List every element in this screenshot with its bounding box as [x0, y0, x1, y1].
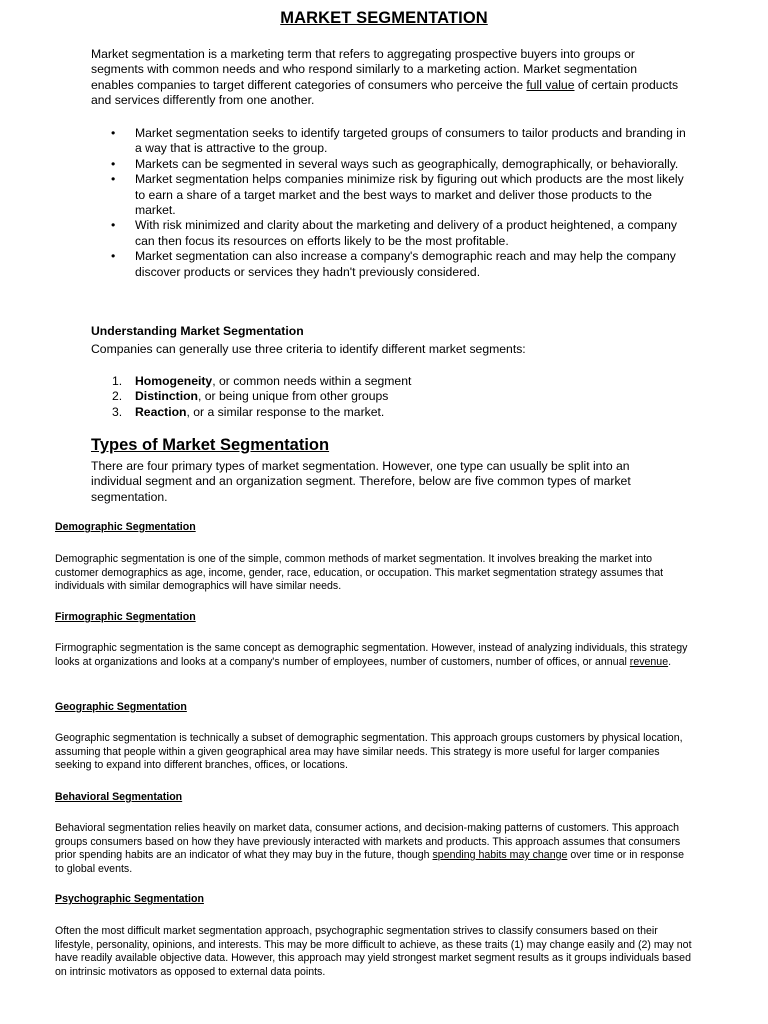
criteria-list: [91, 374, 591, 420]
bullet-icon: •: [111, 156, 116, 171]
list-item-text: Market segmentation can also increase a company's demographic reach and may help the company discover products or services they hadn't previously considered.: [135, 249, 676, 279]
list-item-text: Markets can be segmented in several ways such as geographically, demographically, or behaviorally.: [135, 156, 679, 171]
firmographic-text-end: .: [668, 655, 672, 668]
demographic-heading: Demographic Segmentation: [55, 521, 196, 533]
criteria-term: Homogeneity: [135, 374, 213, 388]
list-item: [91, 218, 691, 249]
criteria-term: Reaction: [135, 404, 187, 419]
page-title: MARKET SEGMENTATION: [280, 9, 488, 27]
list-number: 1.: [112, 374, 123, 388]
psychographic-text: Often the most difficult market segmentation approach, psychographic segmentation strives to classify consumers based on their lifestyle, personality, opinions, and interests. This may be more difficult to achieve, as these traits (1) may change easily and (2) may not have readily available objective data. However, this approach may yield strongest market segment results as it groups individuals based on intrinsic motivators as opposed to external data points.: [55, 925, 692, 978]
understanding-heading: Understanding Market Segmentation: [91, 324, 304, 338]
firmographic-text-start: Firmographic segmentation is the same concept as demographic segmentation. However, instead of analyzing individuals, this strategy looks at organizations and looks at a company's number of employees, number of customers, number of offices, or annual: [55, 642, 688, 668]
list-item-text: With risk minimized and clarity about the marketing and delivery of a product heightened, a company can then focus its resources on efforts likely to be the most profitable.: [135, 218, 677, 248]
list-item: [91, 126, 691, 157]
intro-text-end: of certain products and services differently from one another.: [91, 77, 679, 108]
firmographic-heading: Firmographic Segmentation: [55, 611, 196, 623]
bullet-icon: •: [111, 172, 116, 187]
list-number: 2.: [112, 389, 123, 404]
intro-text: Market segmentation is a marketing term that refers to aggregating prospective buyers into groups or segments with common needs and who respond similarly to a marketing action. Market segmentation enables companies to target different categories of consumers who perceive the: [91, 47, 637, 92]
bullet-icon: •: [111, 218, 116, 233]
behavioral-heading: Behavioral Segmentation: [55, 791, 183, 803]
criteria-text: , or a similar response to the market.: [186, 404, 385, 419]
list-item: [91, 172, 691, 218]
list-number: 3.: [112, 404, 123, 419]
demographic-text: Demographic segmentation is one of the simple, common methods of market segmentation. It involves breaking the market into customer demographics as age, income, gender, race, education, or occupation. This market segmentation strategy assumes that individuals with similar demographics will have similar needs.: [55, 553, 664, 592]
geographic-heading: Geographic Segmentation: [55, 701, 187, 713]
bullet-icon: •: [111, 249, 116, 264]
behavioral-text-end: over time or in response to global events.: [55, 849, 684, 875]
list-item: [91, 249, 691, 280]
criteria-term: Distinction: [135, 389, 198, 404]
list-item: [91, 374, 591, 389]
full-value-link[interactable]: full value: [526, 77, 575, 92]
bullet-icon: •: [111, 126, 116, 140]
intro-paragraph: [91, 47, 681, 109]
types-heading: Types of Market Segmentation: [91, 436, 330, 454]
criteria-text: , or being unique from other groups: [197, 389, 389, 404]
list-item: [91, 157, 691, 172]
list-item-text: Market segmentation helps companies minimize risk by figuring out which products are the most likely to earn a share of a target market and the best ways to market and deliver those products to the market.: [135, 172, 684, 218]
revenue-link[interactable]: revenue: [629, 655, 669, 668]
firmographic-text: [55, 642, 695, 669]
criteria-intro: Companies can generally use three criteria to identify different market segments:: [91, 342, 526, 356]
list-item-text: Market segmentation seeks to identify targeted groups of consumers to tailor products and branding in a way that is attractive to the group.: [135, 126, 686, 156]
geographic-text: Geographic segmentation is technically a subset of demographic segmentation. This approach groups customers by physical location, assuming that people within a given geographical area may have similar needs. This strategy is more useful for larger companies seeking to expand into different branches, offices, or locations.: [55, 732, 683, 771]
psychographic-heading: Psychographic Segmentation: [55, 893, 204, 905]
spending-habits-link[interactable]: spending habits may change: [432, 849, 568, 861]
key-points-list: [91, 126, 691, 280]
list-item: [91, 389, 591, 404]
list-item: [91, 405, 591, 420]
behavioral-text: [55, 822, 695, 876]
behavioral-text-start: Behavioral segmentation relies heavily on market data, consumer actions, and decision-making patterns of customers. This approach groups consumers based on how they have previously interacted with markets and products. This approach assumes that consumers prior spending habits are an indicator of what they may buy in the future, though: [55, 822, 681, 861]
criteria-text: , or common needs within a segment: [212, 374, 412, 388]
types-intro: There are four primary types of market segmentation. However, one type can usually be split into an individual segment and an organization segment. Therefore, below are five common types of market segmentation.: [91, 459, 631, 504]
